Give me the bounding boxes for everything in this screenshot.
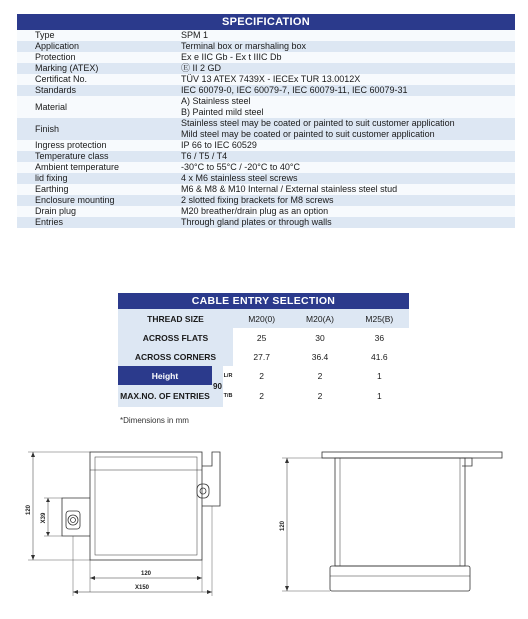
spec-value: Ex e IIC Gb - Ex t IIIC Db <box>181 52 282 62</box>
across-flats-cell: 30 <box>290 328 349 347</box>
entries-lr-cell: 1 <box>350 366 409 385</box>
spec-row <box>17 118 515 140</box>
spec-key: Application <box>35 41 80 51</box>
spec-row <box>17 41 515 52</box>
right-bracket-slot <box>197 484 209 498</box>
spec-key: Standards <box>35 85 77 95</box>
spec-value: IP 66 to IEC 60529 <box>181 140 257 150</box>
dim-x150: X150 <box>134 585 150 591</box>
across-corners-label: ACROSS CORNERS <box>118 347 233 366</box>
spec-key: Marking (ATEX) <box>35 63 99 73</box>
spec-row <box>17 140 515 151</box>
spec-value: SPM 1 <box>181 30 209 40</box>
across-corners-cell: 36.4 <box>290 347 349 366</box>
dim-120-vertical-right: 120 <box>280 520 286 532</box>
spec-row <box>17 162 515 173</box>
side-view-flange <box>322 452 502 458</box>
thread-size-cell: M20(A) <box>290 309 349 328</box>
spec-key: Ambient temperature <box>35 162 120 172</box>
spec-row <box>17 52 515 63</box>
drawing-svg <box>0 436 528 614</box>
cable-entry-grid <box>118 309 409 407</box>
spec-value: A) Stainless steel B) Painted mild steel <box>181 96 264 117</box>
tb-label: T/B <box>223 393 233 399</box>
dim-x39: X39 <box>41 512 47 524</box>
entries-tb-cell: 2 <box>233 385 290 407</box>
spec-value: Through gland plates or through walls <box>181 217 332 227</box>
spec-row <box>17 195 515 206</box>
thread-size-cell: M20(0) <box>233 309 290 328</box>
spec-row <box>17 74 515 85</box>
front-view-inner-frame <box>95 457 197 555</box>
spec-key: Ingress protection <box>35 140 107 150</box>
spec-key: Finish <box>35 123 60 134</box>
spec-key: lid fixing <box>35 173 68 183</box>
dim-120-horizontal: 120 <box>140 571 152 577</box>
spec-key: Temperature class <box>35 151 109 161</box>
entries-lr-row <box>118 366 409 385</box>
spec-value: IEC 60079-0, IEC 60079-7, IEC 60079-11, IEC 60079-31 <box>181 85 408 95</box>
entries-tb-cell: 2 <box>290 385 349 407</box>
spec-value: 2 slotted fixing brackets for M8 screws <box>181 195 334 205</box>
side-view-lid <box>330 566 470 591</box>
spec-key: Type <box>35 30 55 40</box>
front-view-body <box>90 452 202 560</box>
entries-lr-cell: 2 <box>233 366 290 385</box>
spec-key: Entries <box>35 217 64 227</box>
spec-value: M6 & M8 & M10 Internal / External stainless steel stud <box>181 184 398 194</box>
spec-row <box>17 63 515 74</box>
across-flats-row <box>118 328 409 347</box>
side-view-bracket <box>462 458 472 466</box>
spec-row <box>17 206 515 217</box>
spec-key: Material <box>35 101 68 112</box>
spec-row <box>17 85 515 96</box>
side-view-body <box>335 458 465 566</box>
specification-title: SPECIFICATION <box>17 14 515 30</box>
lr-label: L/R <box>223 372 233 379</box>
dim-120-vertical-left: 120 <box>26 504 32 516</box>
spec-row <box>17 217 515 228</box>
technical-drawing <box>0 436 528 614</box>
spec-row <box>17 184 515 195</box>
height-label: Height <box>118 366 212 385</box>
spec-key: Enclosure mounting <box>35 195 115 205</box>
spec-value: T6 / T5 / T4 <box>181 151 228 161</box>
across-corners-cell: 27.7 <box>233 347 290 366</box>
across-flats-cell: 25 <box>233 328 290 347</box>
across-corners-cell: 41.6 <box>350 347 409 366</box>
entries-tb-cell: 1 <box>350 385 409 407</box>
spec-key: Earthing <box>35 184 69 194</box>
across-flats-cell: 36 <box>350 328 409 347</box>
across-corners-row <box>118 347 409 366</box>
spec-value: TÜV 13 ATEX 7439X - IECEx TUR 13.0012X <box>181 74 361 84</box>
spec-value: Terminal box or marshaling box <box>181 41 307 51</box>
spec-value: 4 x M6 stainless steel screws <box>181 173 298 183</box>
spec-value: Ⓔ II 2 GD <box>181 63 222 73</box>
spec-value: Stainless steel may be coated or painted to suit customer application Mild steel may be coated or painted to suit customer application <box>181 118 455 139</box>
spec-row <box>17 30 515 41</box>
spec-row <box>17 96 515 118</box>
spec-key: Certificat No. <box>35 74 88 84</box>
thread-size-label: THREAD SIZE <box>118 309 233 328</box>
spec-key: Drain plug <box>35 206 77 216</box>
spec-row <box>17 151 515 162</box>
entries-tb-row <box>118 385 409 407</box>
specification-table <box>17 14 515 228</box>
spec-key: Protection <box>35 52 76 62</box>
cable-entry-table <box>118 293 409 407</box>
specification-rows <box>17 30 515 228</box>
across-flats-label: ACROSS FLATS <box>118 328 233 347</box>
height-value: 90 <box>212 366 223 407</box>
spec-value: M20 breather/drain plug as an option <box>181 206 329 216</box>
thread-size-cell: M25(B) <box>350 309 409 328</box>
cable-entry-title: CABLE ENTRY SELECTION <box>118 293 409 309</box>
spec-row <box>17 173 515 184</box>
max-entries-label: MAX.NO. OF ENTRIES <box>118 385 212 407</box>
entries-lr-cell: 2 <box>290 366 349 385</box>
spec-value: -30°C to 55°C / -20°C to 40°C <box>181 162 300 172</box>
dimensions-note: *Dimensions in mm <box>120 416 189 425</box>
thread-size-row <box>118 309 409 328</box>
